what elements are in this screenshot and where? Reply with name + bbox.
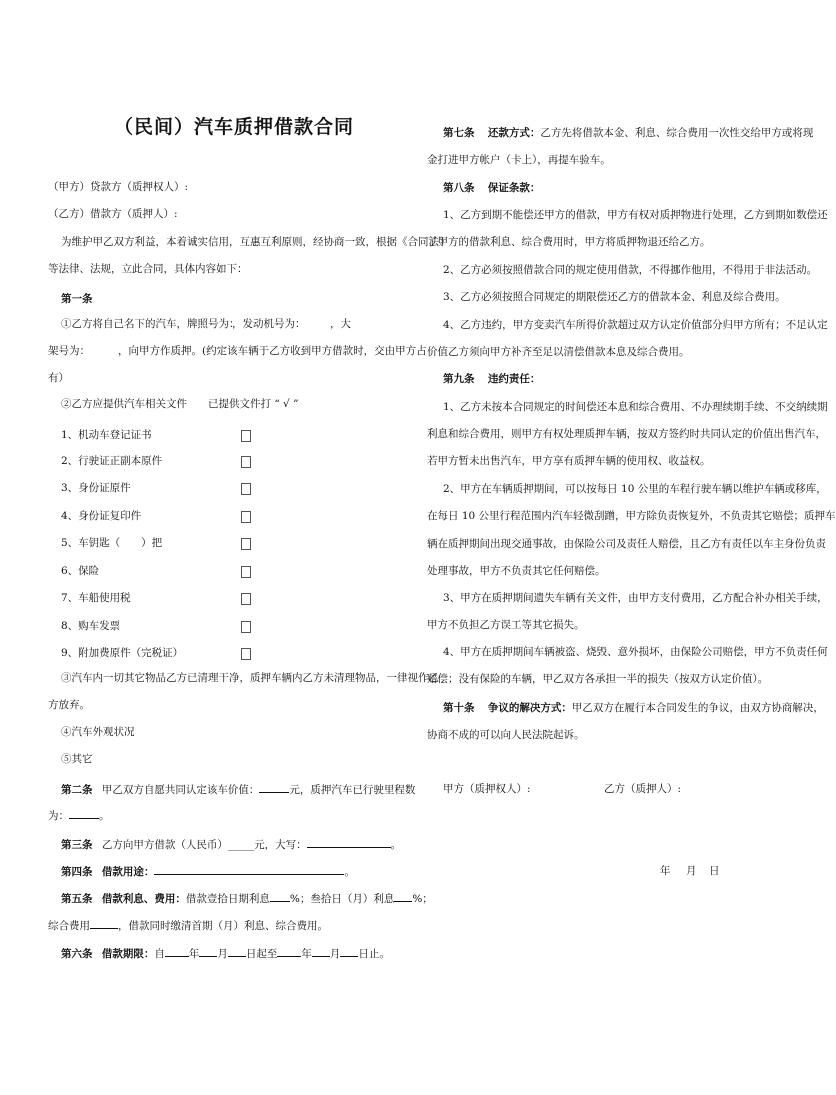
service-fee-blank[interactable]	[90, 917, 118, 929]
art8-line: 4、乙方违约，甲方变卖汽车所得价款超过双方认定价值部分归甲方所有；不足认定	[443, 319, 828, 331]
art4-end: 。	[344, 866, 355, 878]
checklist-item: 9、附加费原件（完税证）	[61, 647, 184, 659]
art7-line-2: 金打进甲方帐户（卡上），再提车验车。	[427, 154, 611, 166]
art5-label: 借款利息、费用：	[101, 893, 186, 905]
article-2	[61, 781, 415, 797]
art1-other: ⑤其它	[61, 753, 93, 765]
art9-line: 若甲方暂未出售汽车，甲方享有质押车辆的使用权、收益权。	[427, 455, 711, 467]
art9-line: 3、甲方在质押期间遗失车辆有关文件，由甲方支付费用，乙方配合补办相关手续，	[443, 592, 828, 604]
art9-line: 1、乙方未按本合同规定的时间偿还本息和综合费用、不办理续期手续、不交纳续期	[443, 401, 828, 413]
lender-label: （甲方）贷款方（质押权人）:	[48, 181, 189, 193]
art1-documents-intro: ②乙方应提供汽车相关文件 已提供文件打 “ √ ”	[61, 398, 299, 410]
page-title: （民间）汽车质押借款合同	[114, 116, 355, 138]
article-7-heading: 第七条	[443, 127, 475, 139]
art8-line: 价值乙方须向甲方补齐至足以清偿借款本息及综合费用。	[427, 346, 690, 358]
start-year-blank[interactable]	[165, 945, 189, 957]
art9-line: 甲方不负担乙方误工等其它损失。	[427, 619, 585, 631]
art1-appearance: ④汽车外观状况	[61, 726, 135, 738]
art10-label: 争议的解决方式：	[487, 702, 572, 714]
art9-line: 4、甲方在质押期间车辆被盗、烧毁、意外损坏，由保险公司赔偿，甲方不负责任何	[443, 646, 828, 658]
article-2-heading: 第二条	[61, 784, 93, 796]
art8-label: 保证条款：	[487, 182, 541, 194]
art1-frame-label: 架号为：	[48, 345, 90, 357]
checkbox[interactable]	[241, 511, 251, 523]
article-10	[443, 702, 824, 715]
art5-end: %；	[412, 893, 433, 905]
art6-start: 日起至	[245, 948, 278, 960]
art6-year: 年	[188, 948, 200, 960]
checkbox[interactable]	[241, 648, 251, 660]
art8-line: 3、乙方必须按照合同规定的期限偿还乙方的借款本金、利息及综合费用。	[443, 291, 786, 303]
end-day-blank[interactable]	[340, 945, 358, 957]
art7-label: 还款方式：	[487, 127, 541, 139]
art6-label: 借款期限：	[101, 948, 155, 960]
art5-10day-label: 借款壹拾日期利息	[185, 893, 270, 905]
art5-fee-label: 综合费用	[48, 920, 90, 932]
start-day-blank[interactable]	[228, 945, 246, 957]
art9-line: 2、甲方在车辆质押期间，可以按每日 10 公里的车程行驶车辆以维护车辆或移库，	[443, 483, 827, 495]
checkbox[interactable]	[241, 430, 251, 442]
end-year-blank[interactable]	[277, 945, 301, 957]
art2-mileage-prefix: 为：	[48, 810, 69, 822]
art2-mileage-line	[48, 807, 110, 823]
art8-line: 2、乙方必须按照借款合同的规定使用借款，不得挪作他用，不得用于非法活动。	[443, 264, 818, 276]
loan-amount-uppercase-blank[interactable]	[307, 836, 391, 848]
signature-date-month: 月	[686, 865, 697, 877]
checklist-item: 6、保险	[61, 565, 100, 577]
checklist-item: 5、车钥匙（ ）把	[61, 537, 163, 549]
checklist-item: 4、身份证复印件	[61, 510, 142, 522]
art6-month: 月	[329, 948, 341, 960]
art5-fee-text: ，借款同时缴清首期（月）利息、综合费用。	[118, 920, 328, 932]
art3-loan-text: 乙方向甲方借款（人民币）_____元，大写：	[101, 839, 307, 851]
article-1-heading: 第一条	[61, 293, 93, 305]
art1-clause-3-line-2: 方放弃。	[48, 699, 90, 711]
art3-end: 。	[390, 839, 402, 851]
checkbox[interactable]	[241, 483, 251, 495]
article-5	[61, 890, 433, 906]
art2-mileage-label: 元，质押汽车已行驶里程数	[289, 784, 416, 796]
borrower-label: （乙方）借款方（质押人）:	[48, 208, 178, 220]
intro-line-1: 为维护甲乙双方利益，本着诚实信用，互惠互利原则，经协商一致，根据《合同法》	[61, 236, 450, 248]
article-5-heading: 第五条	[61, 893, 93, 905]
article-3	[61, 836, 401, 852]
art1-plate-label: ①乙方将自己名下的汽车，牌照号为：	[61, 318, 240, 330]
art7-line-1: 乙方先将借款本金、利息、综合费用一次性交给甲方或将现	[540, 127, 814, 139]
start-month-blank[interactable]	[199, 945, 217, 957]
art4-label: 借款用途：	[101, 866, 155, 878]
interest-30day-blank[interactable]	[394, 890, 412, 902]
signature-date-year: 年	[660, 865, 671, 877]
checklist-item: 3、身份证原件	[61, 482, 131, 494]
art9-line: 辆在质押期间出现交通事故，由保险公司及责任人赔偿，且乙方有责任以车主身份负责	[427, 538, 826, 550]
art10-line-1: 甲乙双方在履行本合同发生的争议，由双方协商解决，	[571, 702, 824, 714]
art1-pledge-text: ，向甲方作质押。(约定该车辆于乙方收到甲方借款时，交由甲方占	[118, 345, 427, 357]
article-8	[443, 182, 540, 195]
art1-engine-label: ，发动机号为：	[232, 318, 306, 330]
article-4	[61, 863, 355, 879]
art8-line: 了甲方的借款利息、综合费用时，甲方将质押物退还给乙方。	[427, 236, 711, 248]
checklist-item: 1、机动车登记证书	[61, 429, 152, 441]
loan-purpose-blank[interactable]	[154, 863, 344, 875]
checkbox[interactable]	[241, 456, 251, 468]
art1-clause-3-line-1: ③汽车内一切其它物品乙方已清理干净，质押车辆内乙方未清理物品，一律视作乙	[61, 672, 439, 684]
art2-value-label: 甲乙双方自愿共同认定该车价值：	[101, 784, 260, 796]
art6-year: 年	[301, 948, 312, 960]
checkbox[interactable]	[241, 593, 251, 605]
art9-line: 赔偿；没有保险的车辆，甲乙双方各承担一半的损失（按双方认定价值）。	[427, 673, 769, 685]
art1-frame-prefix: ，大	[330, 318, 351, 330]
article-3-heading: 第三条	[61, 839, 93, 851]
signature-borrower: 乙方（质押人）:	[604, 783, 682, 795]
art9-line: 利息和综合费用，则甲方有权处理质押车辆，按双方签约时共同认定的价值出售汽车，	[427, 428, 826, 440]
art6-from: 自	[154, 948, 165, 960]
vehicle-value-blank[interactable]	[259, 781, 289, 793]
art10-line-2: 协商不成的可以向人民法院起诉。	[427, 729, 585, 741]
art5-30day-label: %；叁拾日（月）利息	[289, 893, 395, 905]
art9-label: 违约责任：	[487, 373, 541, 385]
checkbox[interactable]	[241, 538, 251, 550]
checklist-item: 8、购车发票	[61, 620, 121, 632]
intro-line-2: 等法律、法规，立此合同，具体内容如下：	[48, 263, 248, 275]
art1-possession: 有）	[48, 372, 69, 384]
article-9-heading: 第九条	[443, 373, 475, 385]
checkbox[interactable]	[241, 566, 251, 578]
art6-end: 日止。	[358, 948, 390, 960]
end-month-blank[interactable]	[312, 945, 330, 957]
art2-mileage-end: 。	[99, 810, 110, 822]
checklist-item: 7、车船使用税	[61, 592, 131, 604]
interest-10day-blank[interactable]	[270, 890, 290, 902]
article-9	[443, 373, 540, 386]
article-10-heading: 第十条	[443, 702, 475, 714]
signature-lender: 甲方（质押权人）:	[443, 783, 531, 795]
art9-line: 在每日 10 公里行程范围内汽车轻微刮蹭，甲方除负责恢复外，不负责其它赔偿；质押车	[427, 510, 836, 522]
art8-line: 1、乙方到期不能偿还甲方的借款，甲方有权对质押物进行处理，乙方到期如数偿还	[443, 209, 828, 221]
art5-line-2	[48, 917, 328, 933]
signature-date-day: 日	[709, 865, 720, 877]
article-6-heading: 第六条	[61, 948, 93, 960]
article-8-heading: 第八条	[443, 182, 475, 194]
checkbox[interactable]	[241, 621, 251, 633]
article-7	[443, 127, 813, 140]
art6-month: 月	[217, 948, 228, 960]
checklist-item: 2、行驶证正副本原件	[61, 455, 163, 467]
mileage-blank[interactable]	[69, 807, 99, 819]
article-4-heading: 第四条	[61, 866, 93, 878]
article-6	[61, 945, 390, 961]
art9-line: 处理事故，甲方不负责其它任何赔偿。	[427, 565, 606, 577]
